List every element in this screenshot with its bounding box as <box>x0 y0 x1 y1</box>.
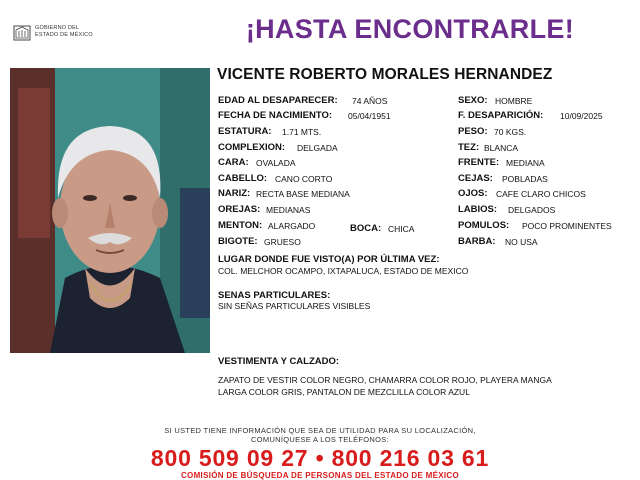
forehead-label: FRENTE: <box>458 157 500 168</box>
lips-value: DELGADOS <box>508 205 556 215</box>
face-value: OVALADA <box>256 158 296 168</box>
eyes-label: OJOS: <box>458 188 488 199</box>
contact-instructions <box>0 426 640 444</box>
beard-value: NO USA <box>505 237 538 247</box>
gov-line-1: GOBIERNO DEL <box>35 25 80 31</box>
particular-marks-value: SIN SEÑAS PARTICULARES VISIBLES <box>218 301 371 311</box>
person-photo <box>10 68 210 353</box>
clothing-label: VESTIMENTA Y CALZADO: <box>218 356 340 367</box>
clothing-line-1: ZAPATO DE VESTIR COLOR NEGRO, CHAMARRA COLOR ROJO, PLAYERA MANGA <box>218 375 552 385</box>
mouth-value: CHICA <box>388 224 415 234</box>
build-value: DELGADA <box>297 143 338 153</box>
last-seen-value: COL. MELCHOR OCAMPO, IXTAPALUCA, ESTADO DE MEXICO <box>218 266 469 276</box>
complexion-tone-value: BLANCA <box>484 143 519 153</box>
phone-numbers[interactable]: 800 509 09 27 • 800 216 03 61 <box>150 445 490 471</box>
government-logo <box>12 22 102 44</box>
chin-value: ALARGADO <box>268 221 316 231</box>
lips-label: LABIOS: <box>458 204 498 215</box>
age-value: 74 AÑOS <box>352 96 388 106</box>
person-name: VICENTE ROBERTO MORALES HERNANDEZ <box>217 66 553 83</box>
government-name <box>35 25 93 38</box>
ears-value: MEDIANAS <box>266 205 311 215</box>
sex-value: HOMBRE <box>495 96 533 106</box>
contact-line-1: SI USTED TIENE INFORMACIÓN QUE SEA DE UTILIDAD PARA SU LOCALIZACIÓN, <box>164 426 476 435</box>
face-label: CARA: <box>218 157 249 168</box>
height-value: 1.71 MTS. <box>282 127 322 137</box>
complexion-tone-label: TEZ: <box>458 142 480 153</box>
build-label: COMPLEXION: <box>218 142 286 153</box>
last-seen-label: LUGAR DONDE FUE VISTO(A) POR ÚLTIMA VEZ: <box>218 254 440 265</box>
mustache-value: GRUESO <box>264 237 301 247</box>
particular-marks-label: SENAS PARTICULARES: <box>218 290 331 301</box>
eyes-value: CAFE CLARO CHICOS <box>496 189 586 199</box>
forehead-value: MEDIANA <box>506 158 545 168</box>
age-label: EDAD AL DESAPARECER: <box>218 95 338 106</box>
clothing-description <box>218 374 618 398</box>
contact-line-2: COMUNÍQUESE A LOS TELÉFONOS: <box>251 435 389 444</box>
photo-image <box>10 68 210 353</box>
beard-label: BARBA: <box>458 236 496 247</box>
height-label: ESTATURA: <box>218 126 272 137</box>
ears-label: OREJAS: <box>218 204 261 215</box>
weight-value: 70 KGS. <box>494 127 527 137</box>
headline: ¡HASTA ENCONTRARLE! <box>245 14 574 44</box>
mustache-label: BIGOTE: <box>218 236 258 247</box>
cheekbones-value: POCO PROMINENTES <box>522 221 612 231</box>
eyebrows-value: POBLADAS <box>502 174 548 184</box>
hair-label: CABELLO: <box>218 173 268 184</box>
birthdate-value: 05/04/1951 <box>348 111 391 121</box>
birthdate-label: FECHA DE NACIMIENTO: <box>218 110 332 121</box>
state-seal-icon <box>12 22 32 42</box>
hair-value: CANO CORTO <box>275 174 333 184</box>
nose-label: NARIZ: <box>218 188 251 199</box>
clothing-line-2: LARGA COLOR GRIS, PANTALON DE MEZCLILLA COLOR AZUL <box>218 387 470 397</box>
gov-line-2: ESTADO DE MÉXICO <box>35 31 93 38</box>
eyebrows-label: CEJAS: <box>458 173 493 184</box>
mouth-label: BOCA: <box>350 223 382 234</box>
commission-name: COMISIÓN DE BÚSQUEDA DE PERSONAS DEL ESTADO DE MÉXICO <box>180 471 459 480</box>
chin-label: MENTON: <box>218 220 263 231</box>
weight-label: PESO: <box>458 126 488 137</box>
disappearance-date-value: 10/09/2025 <box>560 111 603 121</box>
disappearance-date-label: F. DESAPARICIÓN: <box>458 110 544 121</box>
cheekbones-label: POMULOS: <box>458 220 510 231</box>
nose-value: RECTA BASE MEDIANA <box>256 189 350 199</box>
sex-label: SEXO: <box>458 95 488 106</box>
